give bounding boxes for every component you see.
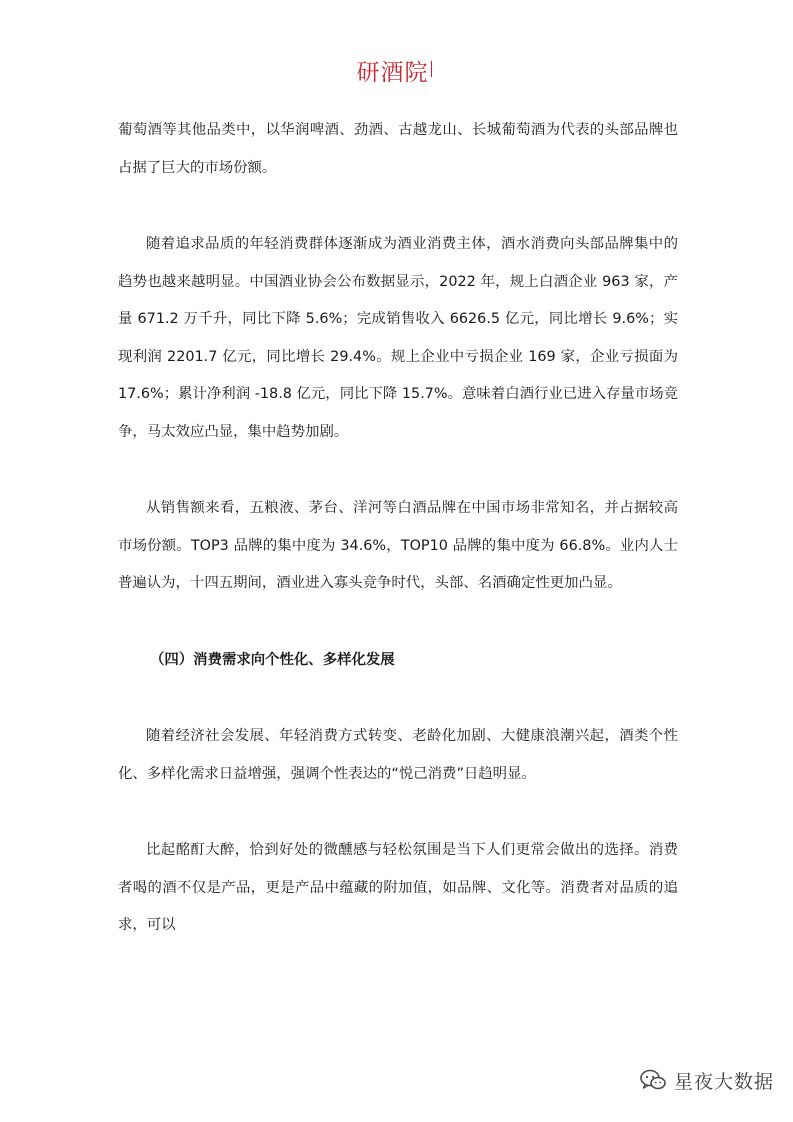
logo-text: 研酒院 bbox=[356, 60, 429, 86]
paragraph-gap bbox=[118, 793, 678, 832]
document-body bbox=[118, 112, 678, 945]
watermark-text: 星夜大数据 bbox=[674, 1070, 775, 1093]
paragraph-gap bbox=[118, 187, 678, 226]
paragraph-continuation: 葡萄酒等其他品类中，以华润啤酒、劲酒、古越龙山、长城葡萄酒为代表的头部品牌也占据了巨大的市场份额。 bbox=[118, 122, 678, 176]
paragraph-gap bbox=[118, 451, 678, 490]
paragraph-sales-share: 从销售额来看，五粮液、茅台、洋河等白酒品牌在中国市场非常知名，并占据较高市场份额。TOP3 品牌的集中度为 34.6%，TOP10 品牌的集中度为 66.8%。业内人士普遍认为，十四五期间，酒业进入寡头竞争时代，头部、名酒确定性更加凸显。 bbox=[118, 500, 678, 591]
watermark bbox=[640, 1060, 774, 1100]
paragraph-gap bbox=[118, 679, 678, 718]
section-heading: （四）消费需求向个性化、多样化发展 bbox=[150, 651, 395, 668]
paragraph-personalization: 随着经济社会发展、年轻消费方式转变、老龄化加剧、大健康浪潮兴起，酒类个性化、多样化需求日益增强，强调个性表达的“悦己消费”日趋明显。 bbox=[118, 728, 678, 782]
paragraph-market-concentration: 随着追求品质的年轻消费群体逐渐成为酒业消费主体，酒水消费向头部品牌集中的趋势也越来越明显。中国酒业协会公布数据显示，2022 年，规上白酒企业 963 家，产量 671.2 万千升，同比下降 5.6%；完成销售收入 6626.5 亿元，同比增长 9.6%；实现利润 2201.7 亿元，同比增长 29.4%。规上企业中亏损企业 169 家，企业亏损面为 17.6%；累计净利润 -18.8 亿元，同比下降 15.7%。意味着白酒行业已进入存量市场竞争，马太效应凸显，集中趋势加剧。 bbox=[118, 236, 678, 440]
logo-mark bbox=[431, 61, 437, 77]
paragraph-gap bbox=[118, 603, 678, 642]
brand-logo bbox=[0, 58, 793, 88]
wechat-icon bbox=[640, 1069, 666, 1091]
paragraph-consumer-choice: 比起酩酊大醉，恰到好处的微醺感与轻松氛围是当下人们更常会做出的选择。消费者喝的酒不仅是产品，更是产品中蕴藏的附加值，如品牌、文化等。消费者对品质的追求，可以 bbox=[118, 842, 678, 933]
